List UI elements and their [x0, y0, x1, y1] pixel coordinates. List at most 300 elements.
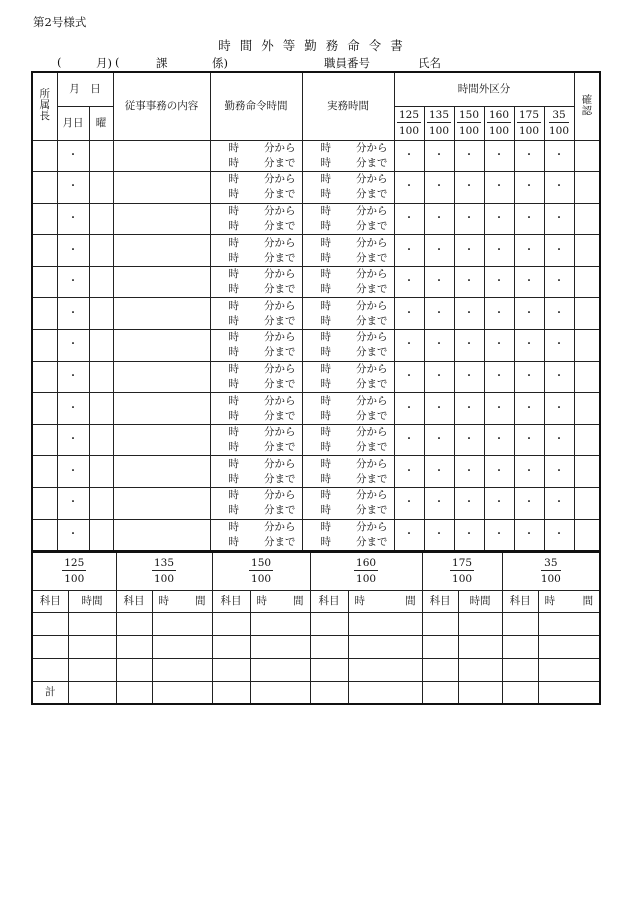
subject-cell[interactable] — [212, 681, 250, 704]
rate-cell-160[interactable]: ・ — [484, 235, 514, 267]
actual-time-cell[interactable] — [302, 361, 394, 393]
time-cell[interactable] — [68, 612, 116, 635]
month-label: 月) — [96, 56, 112, 70]
hour-label: 時 — [320, 504, 331, 517]
weekday-cell[interactable] — [89, 519, 113, 551]
supervisor-seal-cell[interactable] — [32, 298, 57, 330]
actual-time-cell[interactable] — [302, 266, 394, 298]
rate-cell-35[interactable]: ・ — [544, 140, 574, 172]
subject-cell[interactable] — [32, 635, 68, 658]
overtime-order-table — [31, 71, 601, 552]
rate-cell-150[interactable]: ・ — [454, 456, 484, 488]
time-cell[interactable] — [348, 635, 422, 658]
rate-cell-35[interactable]: ・ — [544, 298, 574, 330]
month-day-cell[interactable]: ・ — [57, 172, 89, 204]
ordered-time-from-line — [211, 362, 302, 377]
ordered-time-to-line — [211, 440, 302, 455]
subject-cell[interactable] — [212, 612, 250, 635]
rate-cell-135[interactable]: ・ — [424, 424, 454, 456]
minute-to-label: 分まで — [356, 251, 388, 264]
weekday-cell[interactable] — [89, 330, 113, 362]
ordered-time-cell[interactable] — [210, 172, 302, 204]
rate-cell-125[interactable]: ・ — [394, 172, 424, 204]
time-cell[interactable] — [250, 681, 310, 704]
subject-cell[interactable] — [116, 635, 152, 658]
confirm-cell[interactable] — [574, 298, 600, 330]
supervisor-char: 長 — [39, 110, 50, 123]
ordered-time-cell[interactable] — [210, 519, 302, 551]
summary-rate-fraction-numerator: 150 — [249, 557, 273, 571]
rate-cell-35[interactable]: ・ — [544, 203, 574, 235]
actual-time-from-line — [303, 299, 394, 314]
rate-cell-135[interactable]: ・ — [424, 456, 454, 488]
subject-cell[interactable] — [116, 681, 152, 704]
confirm-cell[interactable] — [574, 424, 600, 456]
ordered-time-from-line — [211, 394, 302, 409]
ordered-time-to-line — [211, 251, 302, 266]
rate-cell-175[interactable]: ・ — [514, 330, 544, 362]
ordered-time-cell[interactable] — [210, 330, 302, 362]
minute-from-label: 分から — [264, 362, 296, 375]
time-cell[interactable] — [348, 681, 422, 704]
rate-cell-125[interactable]: ・ — [394, 140, 424, 172]
minute-from-label: 分から — [356, 394, 388, 407]
time-header — [538, 590, 600, 612]
duty-content-cell[interactable] — [113, 361, 210, 393]
actual-time-cell[interactable] — [302, 456, 394, 488]
rate-cell-35[interactable]: ・ — [544, 456, 574, 488]
rate-cell-125[interactable]: ・ — [394, 361, 424, 393]
rate-cell-175[interactable]: ・ — [514, 361, 544, 393]
subject-cell[interactable] — [422, 635, 458, 658]
actual-time-cell[interactable] — [302, 424, 394, 456]
duty-content-cell[interactable] — [113, 203, 210, 235]
rate-cell-160[interactable]: ・ — [484, 424, 514, 456]
time-header: 時間 — [68, 590, 116, 612]
ordered-time-cell[interactable] — [210, 235, 302, 267]
rate-cell-150[interactable]: ・ — [454, 393, 484, 425]
month-day-cell[interactable]: ・ — [57, 298, 89, 330]
ordered-time-to-line — [211, 377, 302, 392]
supervisor-seal-cell[interactable] — [32, 488, 57, 520]
rate-cell-175[interactable]: ・ — [514, 424, 544, 456]
time-cell[interactable] — [538, 658, 600, 681]
summary-rate-header-135 — [116, 552, 212, 590]
ordered-time-cell[interactable] — [210, 298, 302, 330]
actual-time-cell[interactable] — [302, 488, 394, 520]
rate-cell-160[interactable]: ・ — [484, 330, 514, 362]
rate-cell-150[interactable]: ・ — [454, 266, 484, 298]
subject-cell[interactable] — [502, 681, 538, 704]
subject-cell[interactable] — [32, 612, 68, 635]
time-cell[interactable] — [68, 658, 116, 681]
minute-from-label: 分から — [264, 204, 296, 217]
hour-label: 時 — [228, 204, 239, 217]
confirm-cell[interactable] — [574, 488, 600, 520]
subject-header: 科目 — [422, 590, 458, 612]
supervisor-seal-cell[interactable] — [32, 519, 57, 551]
rate-cell-160[interactable]: ・ — [484, 266, 514, 298]
rate-cell-150[interactable]: ・ — [454, 172, 484, 204]
supervisor-seal-cell[interactable] — [32, 393, 57, 425]
rate-cell-35[interactable]: ・ — [544, 393, 574, 425]
rate-fraction-numerator: 135 — [427, 109, 451, 123]
month-day-cell[interactable]: ・ — [57, 456, 89, 488]
actual-time-from-line — [303, 457, 394, 472]
rate-cell-35[interactable]: ・ — [544, 235, 574, 267]
rate-cell-135[interactable]: ・ — [424, 488, 454, 520]
duty-content-cell[interactable] — [113, 266, 210, 298]
duty-content-cell[interactable] — [113, 235, 210, 267]
subject-cell[interactable] — [422, 658, 458, 681]
rate-cell-175[interactable]: ・ — [514, 393, 544, 425]
supervisor-header — [32, 72, 57, 140]
duty-content-cell[interactable] — [113, 424, 210, 456]
rate-cell-175[interactable]: ・ — [514, 298, 544, 330]
minute-to-label: 分まで — [264, 188, 296, 201]
duty-content-cell[interactable] — [113, 456, 210, 488]
time-char: 時 — [256, 594, 268, 607]
rate-cell-160[interactable]: ・ — [484, 488, 514, 520]
month-day-cell[interactable]: ・ — [57, 266, 89, 298]
minute-to-label: 分まで — [356, 504, 388, 517]
confirm-cell[interactable] — [574, 361, 600, 393]
rate-cell-160[interactable]: ・ — [484, 298, 514, 330]
rate-cell-125[interactable]: ・ — [394, 266, 424, 298]
summary-rate-fraction-numerator: 135 — [152, 557, 176, 571]
subject-cell[interactable] — [502, 635, 538, 658]
time-cell[interactable] — [458, 635, 502, 658]
rate-cell-150[interactable]: ・ — [454, 235, 484, 267]
ordered-time-cell[interactable] — [210, 203, 302, 235]
hour-label: 時 — [228, 268, 239, 281]
month-day-cell[interactable]: ・ — [57, 488, 89, 520]
actual-time-cell[interactable] — [302, 203, 394, 235]
subject-cell[interactable] — [32, 658, 68, 681]
subject-cell[interactable] — [422, 681, 458, 704]
time-cell[interactable] — [538, 635, 600, 658]
rate-header-125 — [394, 106, 424, 140]
rate-cell-125[interactable]: ・ — [394, 456, 424, 488]
rate-cell-135[interactable]: ・ — [424, 235, 454, 267]
rate-cell-150[interactable]: ・ — [454, 203, 484, 235]
summary-rate-header-150 — [212, 552, 310, 590]
confirm-cell[interactable] — [574, 456, 600, 488]
rate-cell-125[interactable]: ・ — [394, 330, 424, 362]
time-cell[interactable] — [250, 635, 310, 658]
time-cell[interactable] — [538, 681, 600, 704]
time-char: 間 — [405, 594, 416, 607]
time-cell[interactable] — [458, 658, 502, 681]
hour-label: 時 — [228, 472, 239, 485]
summary-data-row — [32, 658, 600, 681]
weekday-cell[interactable] — [89, 361, 113, 393]
actual-time-cell[interactable] — [302, 330, 394, 362]
rate-cell-35[interactable]: ・ — [544, 361, 574, 393]
minute-to-label: 分まで — [264, 283, 296, 296]
time-cell[interactable] — [250, 658, 310, 681]
rate-cell-35[interactable]: ・ — [544, 330, 574, 362]
summary-rate-fraction — [354, 557, 378, 585]
time-char: 間 — [582, 594, 594, 607]
rate-header-175 — [514, 106, 544, 140]
subject-cell[interactable] — [502, 658, 538, 681]
hour-label: 時 — [228, 283, 239, 296]
form-number: 第2号様式 — [33, 15, 87, 29]
actual-time-from-line — [303, 520, 394, 535]
supervisor-seal-cell[interactable] — [32, 424, 57, 456]
rate-cell-125[interactable]: ・ — [394, 488, 424, 520]
duty-content-cell[interactable] — [113, 519, 210, 551]
actual-time-cell[interactable] — [302, 235, 394, 267]
confirm-cell[interactable] — [574, 235, 600, 267]
rate-cell-175[interactable]: ・ — [514, 456, 544, 488]
subject-cell[interactable] — [310, 681, 348, 704]
duty-content-cell[interactable] — [113, 488, 210, 520]
time-cell[interactable] — [152, 658, 212, 681]
actual-time-cell[interactable] — [302, 393, 394, 425]
rate-cell-175[interactable]: ・ — [514, 519, 544, 551]
hour-label: 時 — [228, 251, 239, 264]
rate-cell-160[interactable]: ・ — [484, 361, 514, 393]
time-cell[interactable] — [348, 658, 422, 681]
minute-from-label: 分から — [264, 141, 296, 154]
weekday-cell[interactable] — [89, 266, 113, 298]
confirm-cell[interactable] — [574, 393, 600, 425]
time-cell[interactable] — [458, 612, 502, 635]
rate-cell-150[interactable]: ・ — [454, 488, 484, 520]
subject-cell[interactable] — [212, 635, 250, 658]
actual-time-cell[interactable] — [302, 298, 394, 330]
month-day-cell[interactable]: ・ — [57, 235, 89, 267]
actual-time-cell[interactable] — [302, 172, 394, 204]
time-cell[interactable] — [152, 681, 212, 704]
confirm-cell[interactable] — [574, 172, 600, 204]
subject-header: 科目 — [32, 590, 68, 612]
rate-cell-175[interactable]: ・ — [514, 140, 544, 172]
rate-cell-160[interactable]: ・ — [484, 172, 514, 204]
rate-cell-160[interactable]: ・ — [484, 456, 514, 488]
ordered-time-from-line — [211, 204, 302, 219]
minute-to-label: 分まで — [356, 188, 388, 201]
minute-to-label: 分まで — [356, 314, 388, 327]
time-cell[interactable] — [458, 681, 502, 704]
month-day-cell[interactable]: ・ — [57, 361, 89, 393]
confirm-cell[interactable] — [574, 266, 600, 298]
month-day-cell[interactable]: ・ — [57, 393, 89, 425]
rate-cell-160[interactable]: ・ — [484, 203, 514, 235]
weekday-cell[interactable] — [89, 235, 113, 267]
actual-time-cell[interactable] — [302, 140, 394, 172]
ordered-time-cell[interactable] — [210, 140, 302, 172]
subject-cell[interactable] — [116, 658, 152, 681]
rate-cell-175[interactable]: ・ — [514, 488, 544, 520]
rate-cell-160[interactable]: ・ — [484, 519, 514, 551]
ordered-time-cell[interactable] — [210, 361, 302, 393]
ordered-time-cell[interactable] — [210, 488, 302, 520]
rate-cell-125[interactable]: ・ — [394, 424, 424, 456]
ordered-time-from-line — [211, 425, 302, 440]
ordered-time-cell[interactable] — [210, 266, 302, 298]
rate-cell-35[interactable]: ・ — [544, 172, 574, 204]
rate-cell-150[interactable]: ・ — [454, 424, 484, 456]
hour-label: 時 — [320, 441, 331, 454]
rate-cell-125[interactable]: ・ — [394, 203, 424, 235]
hour-label: 時 — [228, 535, 239, 548]
rate-cell-175[interactable]: ・ — [514, 203, 544, 235]
summary-rate-fraction — [450, 557, 474, 585]
subject-cell[interactable] — [212, 658, 250, 681]
supervisor-seal-cell[interactable] — [32, 330, 57, 362]
confirm-cell[interactable] — [574, 203, 600, 235]
rate-cell-125[interactable]: ・ — [394, 298, 424, 330]
subject-cell[interactable] — [502, 612, 538, 635]
weekday-cell[interactable] — [89, 424, 113, 456]
minute-to-label: 分まで — [356, 409, 388, 422]
supervisor-seal-cell[interactable] — [32, 140, 57, 172]
hour-label: 時 — [320, 377, 331, 390]
confirm-cell[interactable] — [574, 140, 600, 172]
time-cell[interactable] — [68, 681, 116, 704]
weekday-cell[interactable] — [89, 298, 113, 330]
duty-content-cell[interactable] — [113, 172, 210, 204]
summary-rate-fraction-denominator: 100 — [64, 572, 85, 585]
rate-cell-135[interactable]: ・ — [424, 172, 454, 204]
summary-rate-fraction-numerator: 175 — [450, 557, 474, 571]
summary-data-row — [32, 635, 600, 658]
rate-cell-135[interactable]: ・ — [424, 140, 454, 172]
rate-cell-35[interactable]: ・ — [544, 424, 574, 456]
duty-content-cell[interactable] — [113, 330, 210, 362]
weekday-cell[interactable] — [89, 140, 113, 172]
summary-rate-fraction-numerator: 35 — [541, 557, 561, 571]
duty-content-cell[interactable] — [113, 140, 210, 172]
rate-cell-35[interactable]: ・ — [544, 266, 574, 298]
rate-cell-160[interactable]: ・ — [484, 140, 514, 172]
month-day-cell[interactable]: ・ — [57, 330, 89, 362]
rate-cell-150[interactable]: ・ — [454, 519, 484, 551]
hour-label: 時 — [320, 219, 331, 232]
subject-cell[interactable] — [422, 612, 458, 635]
minute-to-label: 分まで — [356, 472, 388, 485]
confirm-cell[interactable] — [574, 330, 600, 362]
month-day-cell[interactable]: ・ — [57, 519, 89, 551]
time-cell[interactable] — [250, 612, 310, 635]
rate-cell-175[interactable]: ・ — [514, 235, 544, 267]
table-row — [32, 488, 600, 520]
rate-cell-150[interactable]: ・ — [454, 298, 484, 330]
month-day-cell[interactable]: ・ — [57, 203, 89, 235]
rate-cell-135[interactable]: ・ — [424, 266, 454, 298]
rate-cell-150[interactable]: ・ — [454, 361, 484, 393]
supervisor-seal-cell[interactable] — [32, 203, 57, 235]
time-cell[interactable] — [68, 635, 116, 658]
summary-rate-fraction — [541, 557, 561, 585]
time-cell[interactable] — [152, 612, 212, 635]
rate-cell-150[interactable]: ・ — [454, 330, 484, 362]
rate-cell-175[interactable]: ・ — [514, 172, 544, 204]
rate-cell-125[interactable]: ・ — [394, 519, 424, 551]
rate-cell-135[interactable]: ・ — [424, 203, 454, 235]
supervisor-seal-cell[interactable] — [32, 235, 57, 267]
subject-cell[interactable] — [116, 612, 152, 635]
overtime-summary-table — [31, 551, 601, 705]
time-cell[interactable] — [152, 635, 212, 658]
subject-header: 科目 — [116, 590, 152, 612]
hour-label: 時 — [228, 362, 239, 375]
rate-cell-125[interactable]: ・ — [394, 393, 424, 425]
confirm-char: 確 — [581, 93, 593, 106]
rate-cell-150[interactable]: ・ — [454, 140, 484, 172]
actual-time-from-line — [303, 204, 394, 219]
time-char: 時 — [354, 594, 366, 607]
hour-label: 時 — [320, 426, 331, 439]
weekday-cell[interactable] — [89, 393, 113, 425]
rate-cell-35[interactable]: ・ — [544, 519, 574, 551]
duty-content-cell[interactable] — [113, 298, 210, 330]
subject-cell[interactable] — [310, 635, 348, 658]
ordered-time-from-line — [211, 236, 302, 251]
weekday-cell[interactable] — [89, 172, 113, 204]
ordered-time-to-line — [211, 314, 302, 329]
summary-rate-fraction — [152, 557, 176, 585]
minute-to-label: 分まで — [356, 377, 388, 390]
rate-cell-135[interactable]: ・ — [424, 361, 454, 393]
minute-from-label: 分から — [356, 299, 388, 312]
subject-cell[interactable] — [310, 612, 348, 635]
weekday-cell[interactable] — [89, 203, 113, 235]
confirm-cell[interactable] — [574, 519, 600, 551]
ordered-time-from-line — [211, 299, 302, 314]
ordered-time-cell[interactable] — [210, 424, 302, 456]
rate-cell-135[interactable]: ・ — [424, 330, 454, 362]
actual-time-cell[interactable] — [302, 519, 394, 551]
supervisor-seal-cell[interactable] — [32, 172, 57, 204]
ordered-time-cell[interactable] — [210, 393, 302, 425]
supervisor-seal-cell[interactable] — [32, 361, 57, 393]
time-cell[interactable] — [538, 612, 600, 635]
weekday-cell[interactable] — [89, 488, 113, 520]
month-day-cell[interactable]: ・ — [57, 424, 89, 456]
subject-cell[interactable] — [310, 658, 348, 681]
duty-content-cell[interactable] — [113, 393, 210, 425]
rate-cell-175[interactable]: ・ — [514, 266, 544, 298]
month-day-cell[interactable]: ・ — [57, 140, 89, 172]
ordered-time-from-line — [211, 330, 302, 345]
minute-from-label: 分から — [264, 331, 296, 344]
hour-label: 時 — [320, 173, 331, 186]
ordered-time-from-line — [211, 488, 302, 503]
rate-cell-135[interactable]: ・ — [424, 519, 454, 551]
rate-fraction-denominator: 100 — [428, 124, 450, 137]
rate-cell-35[interactable]: ・ — [544, 488, 574, 520]
rate-cell-135[interactable]: ・ — [424, 393, 454, 425]
weekday-cell[interactable] — [89, 456, 113, 488]
rate-cell-160[interactable]: ・ — [484, 393, 514, 425]
summary-rate-header-175 — [422, 552, 502, 590]
summary-rate-fraction-denominator: 100 — [356, 572, 377, 585]
minute-to-label: 分まで — [356, 219, 388, 232]
rate-fraction — [549, 109, 569, 137]
ordered-time-cell[interactable] — [210, 456, 302, 488]
ordered-time-to-line — [211, 345, 302, 360]
rate-cell-125[interactable]: ・ — [394, 235, 424, 267]
rate-cell-135[interactable]: ・ — [424, 298, 454, 330]
supervisor-seal-cell[interactable] — [32, 456, 57, 488]
table-row — [32, 393, 600, 425]
time-cell[interactable] — [348, 612, 422, 635]
supervisor-seal-cell[interactable] — [32, 266, 57, 298]
